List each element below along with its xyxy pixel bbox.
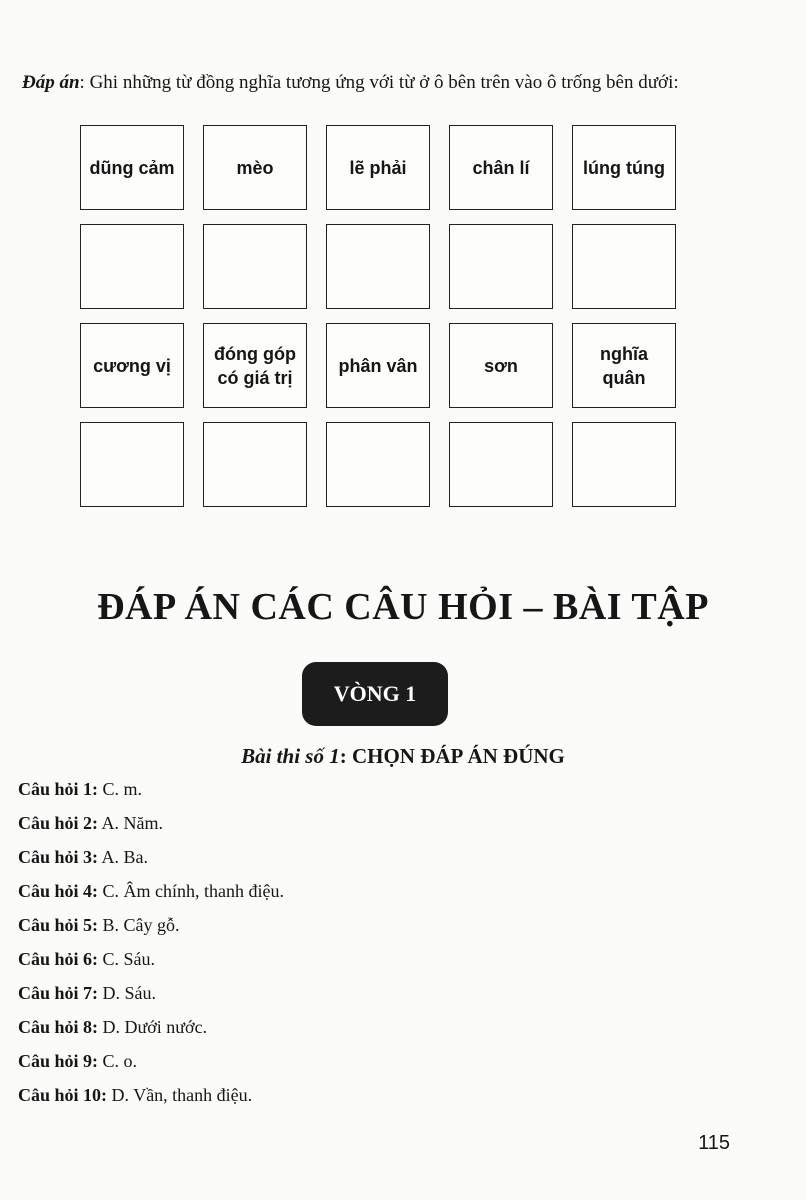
grid-cell: nghĩa quân [572,323,676,408]
grid-cell: đóng góp có giá trị [203,323,307,408]
answer-item [18,879,718,913]
grid-cell-empty [449,422,553,507]
answer-text: D. Sáu. [98,983,157,1003]
instruction-paragraph [22,70,742,96]
question-label: Câu hỏi 6: [18,949,99,969]
answer-text: C. Âm chính, thanh điệu. [98,881,284,901]
grid-cell-empty [203,224,307,309]
answer-text: C. o. [98,1051,138,1071]
answer-item [18,913,718,947]
grid-cell-empty [449,224,553,309]
grid-cell-empty [326,422,430,507]
grid-cell: mèo [203,125,307,210]
answer-item [18,1015,718,1049]
grid-cell: lẽ phải [326,125,430,210]
grid-cell-empty [326,224,430,309]
question-label: Câu hỏi 10: [18,1085,108,1105]
grid-cell-empty [572,224,676,309]
round-badge: VÒNG 1 [302,662,448,726]
question-label: Câu hỏi 7: [18,983,99,1003]
section-title [0,744,806,769]
answer-list [18,777,718,1117]
grid-cell-empty [203,422,307,507]
section-number: Bài thi số 1 [241,744,340,768]
question-label: Câu hỏi 9: [18,1051,99,1071]
question-label: Câu hỏi 2: [18,813,99,833]
grid-cell-empty [80,224,184,309]
answer-item [18,1083,718,1117]
answer-text: D. Vần, thanh điệu. [107,1085,253,1105]
grid-cell: lúng túng [572,125,676,210]
answer-text: A. Ba. [98,847,149,867]
grid-cell: phân vân [326,323,430,408]
answer-item [18,811,718,845]
answer-text: C. Sáu. [98,949,156,969]
answer-item [18,981,718,1015]
synonym-grid [80,125,676,507]
question-label: Câu hỏi 8: [18,1017,99,1037]
answer-item [18,1049,718,1083]
grid-cell: dũng cảm [80,125,184,210]
answer-item [18,777,718,811]
answer-item [18,947,718,981]
answer-text: D. Dưới nước. [98,1017,208,1037]
grid-cell: chân lí [449,125,553,210]
answer-text: A. Năm. [98,813,164,833]
section-name: CHỌN ĐÁP ÁN ĐÚNG [351,744,565,768]
answer-text: B. Cây gỗ. [98,915,180,935]
instruction-lead: Đáp án [22,72,80,93]
instruction-text: : Ghi những từ đồng nghĩa tương ứng với từ ở ô bên trên vào ô trống bên dưới: [79,72,679,93]
grid-cell: sơn [449,323,553,408]
section-separator: : [339,744,352,768]
question-label: Câu hỏi 1: [18,779,99,799]
page-number: 115 [698,1132,730,1154]
question-label: Câu hỏi 3: [18,847,99,867]
question-label: Câu hỏi 4: [18,881,99,901]
page-heading: ĐÁP ÁN CÁC CÂU HỎI – BÀI TẬP [97,586,709,628]
answer-text: C. m. [98,779,143,799]
grid-cell-empty [572,422,676,507]
question-label: Câu hỏi 5: [18,915,99,935]
grid-cell-empty [80,422,184,507]
answer-item [18,845,718,879]
grid-cell: cương vị [80,323,184,408]
